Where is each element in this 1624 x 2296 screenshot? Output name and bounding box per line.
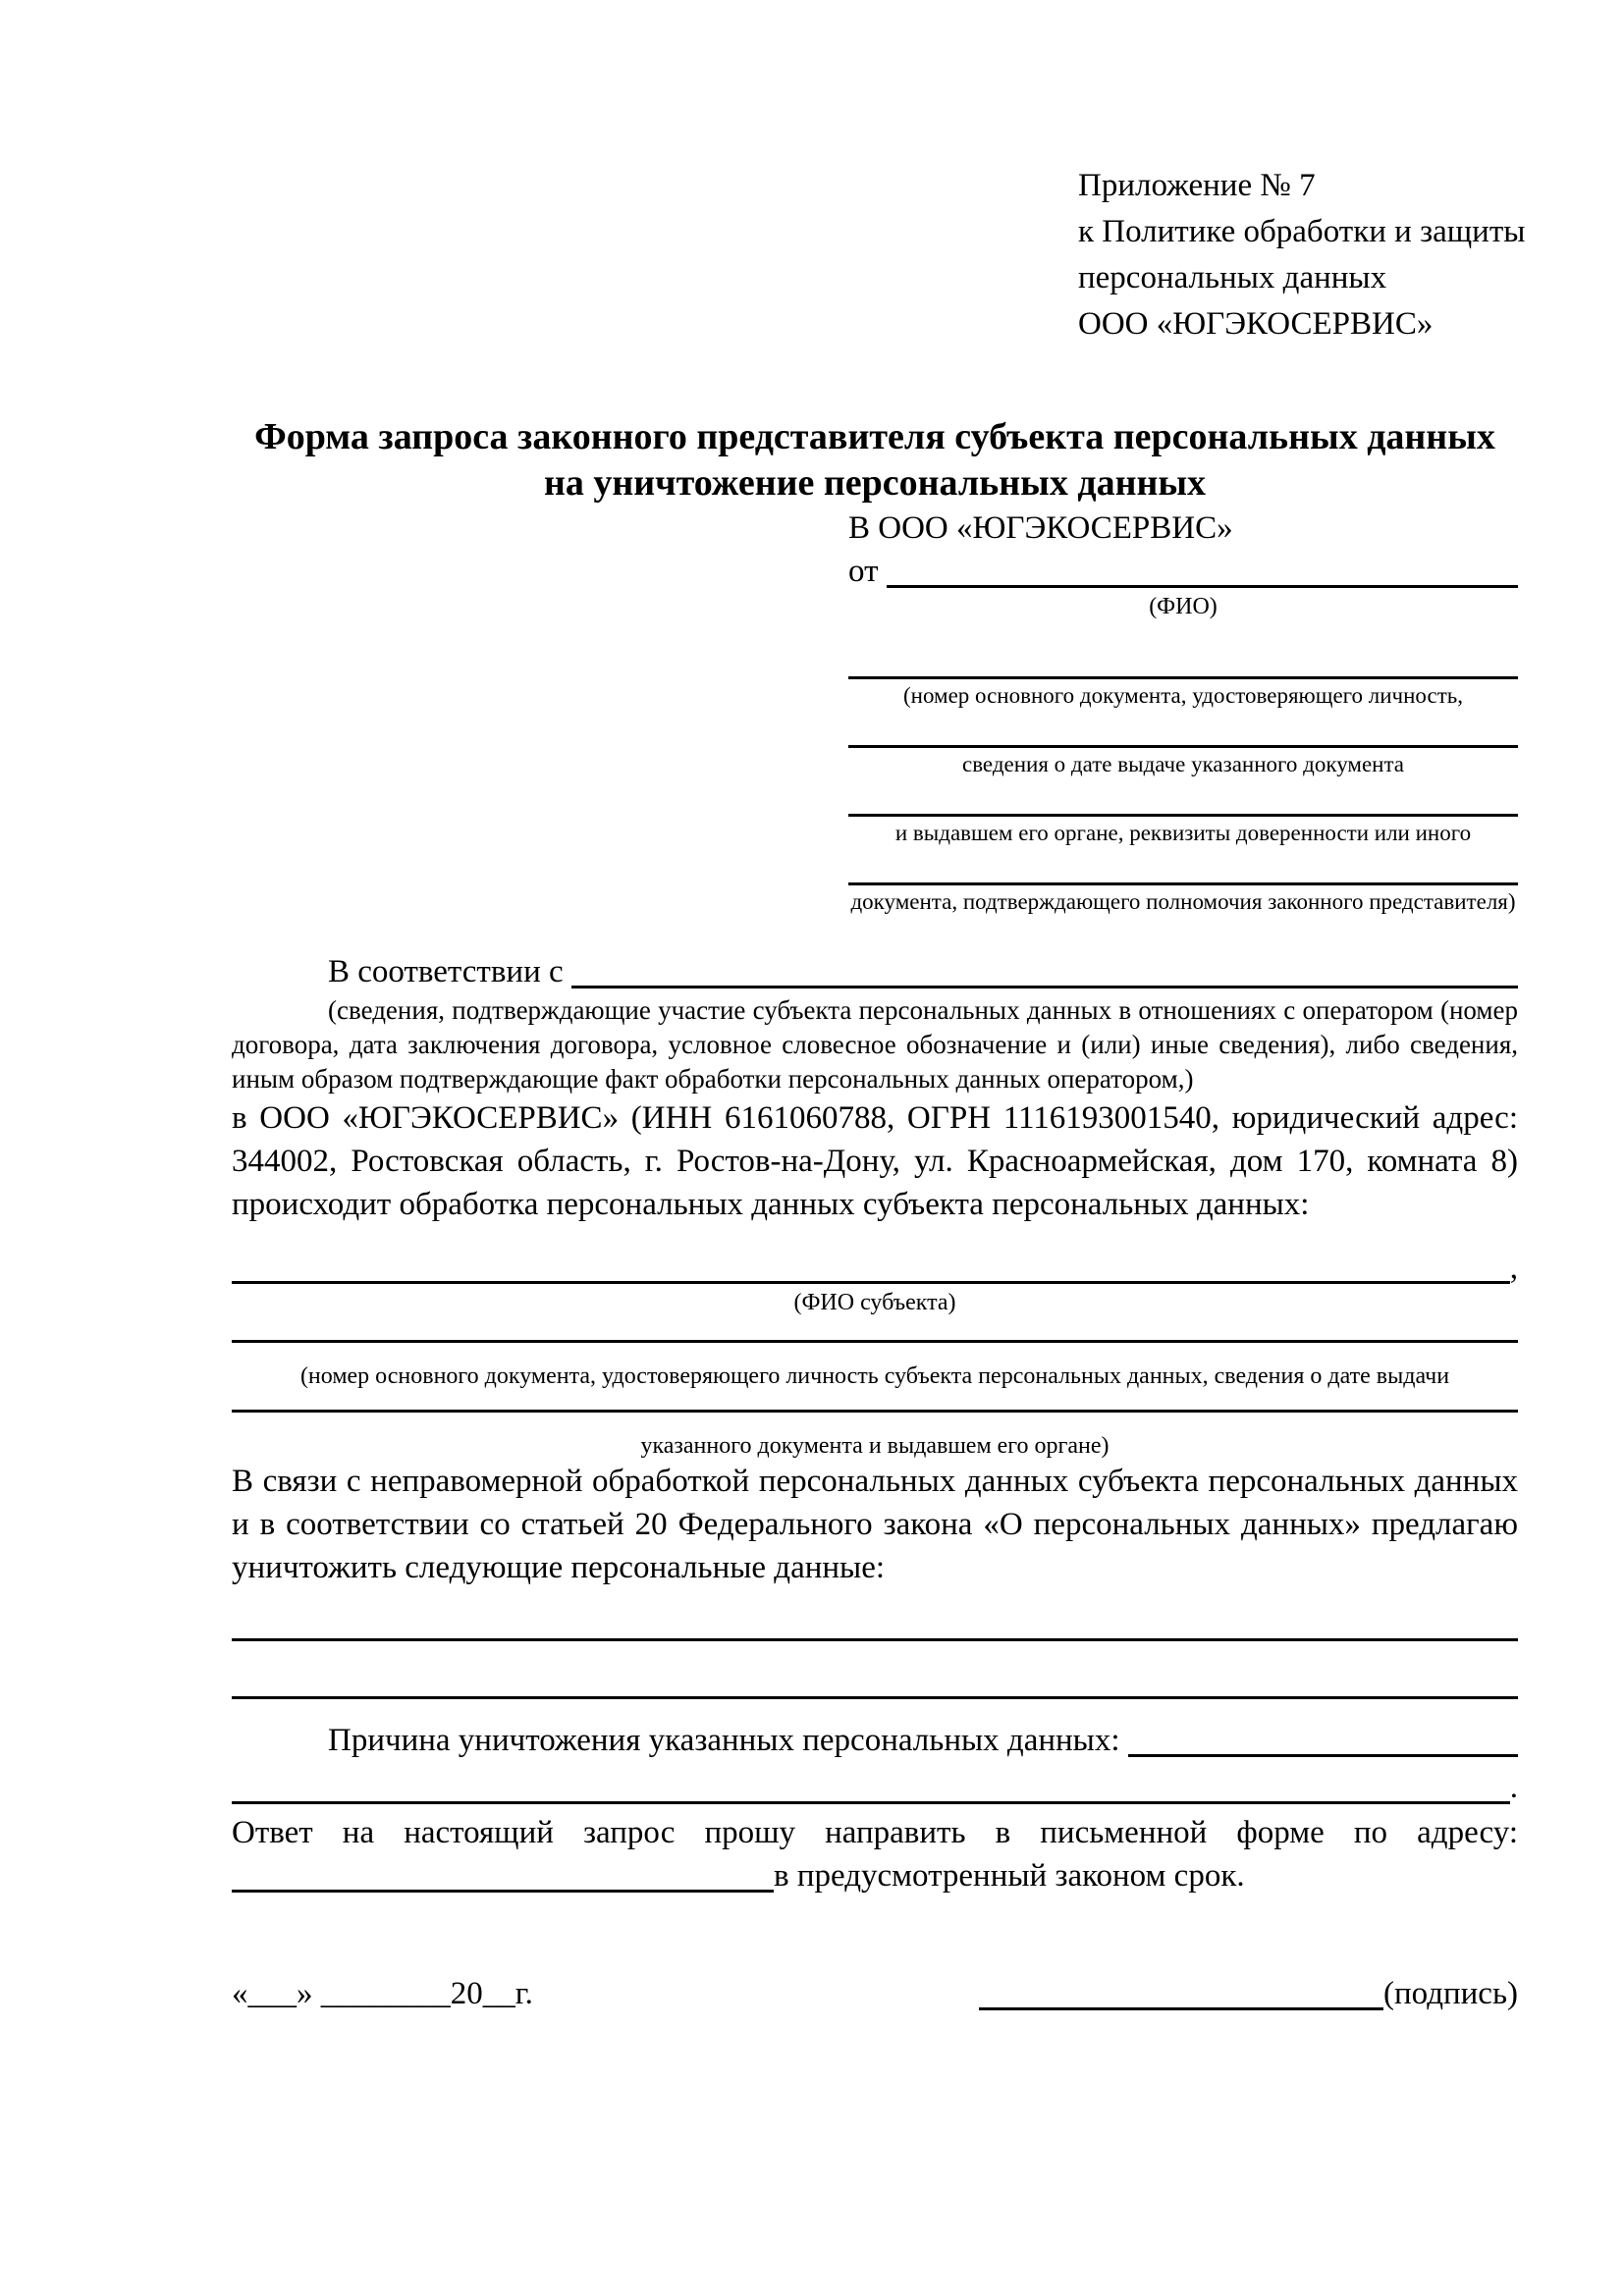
blank-field-line	[848, 846, 1518, 885]
subject-fio-comma: ,	[1509, 1251, 1518, 1286]
form-title-line-1: Форма запроса законного представителя субъекта персональных данных	[254, 416, 1495, 457]
addressee-block	[848, 507, 1518, 915]
reason-blank-field-2	[232, 1766, 1510, 1804]
address-blank-field	[232, 1854, 774, 1893]
data-blank-field	[232, 1638, 1518, 1641]
reason-line	[232, 1719, 1518, 1762]
doc-caption-1: (номер основного документа, удостоверяющего личность,	[902, 683, 1463, 708]
signature-block	[979, 1972, 1518, 2015]
answer-address-line	[232, 1854, 1518, 1897]
blank-field-line	[848, 640, 1518, 679]
from-label: от	[848, 554, 887, 589]
accordance-label: В соответствии с	[328, 954, 571, 989]
signature-blank-field	[979, 1972, 1383, 2010]
from-blank-field	[887, 550, 1518, 588]
reason-period: .	[1509, 1770, 1518, 1805]
reason-label: Причина уничтожения указанных персональных данных:	[328, 1723, 1128, 1758]
subject-doc-caption-2: указанного документа и выдавшем его органе)	[640, 1433, 1110, 1459]
subject-fio-blank-field	[232, 1248, 1510, 1284]
form-title	[232, 414, 1518, 507]
annex-line: ООО «ЮГЭКОСЕРВИС»	[1078, 306, 1434, 342]
fio-caption: (ФИО)	[1149, 594, 1218, 619]
demand-paragraph: В связи с неправомерной обработкой персональных данных субъекта персональных данных и в соответствии со статьей 20 Федерального закона «О персональных данных» предлагаю уничтожить следующие персональные данные:	[232, 1464, 1518, 1585]
from-line	[848, 550, 1518, 593]
date-line: «___» ________20__г.	[232, 1976, 533, 2011]
blank-field-line	[848, 709, 1518, 748]
accordance-blank-field	[571, 950, 1518, 988]
reason-continuation-line	[232, 1766, 1518, 1809]
doc-caption-2: сведения о дате выдаче указанного документа	[961, 752, 1405, 776]
annex-line: персональных данных	[1078, 260, 1387, 295]
footer-row	[232, 1972, 1518, 2015]
subject-fio-caption: (ФИО субъекта)	[793, 1290, 956, 1315]
data-blank-field	[232, 1696, 1518, 1699]
blank-field-line	[848, 777, 1518, 817]
answer-suffix: в предусмотренный законом срок.	[774, 1858, 1245, 1894]
subject-doc-blank-field	[232, 1340, 1518, 1343]
operator-paragraph: в ООО «ЮГЭКОСЕРВИС» (ИНН 6161060788, ОГРН 1116193001540, юридический адрес: 344002, Ростовская область, г. Ростов-на-Дону, ул. Красноармейская, дом 170, комната 8) происходит обработка персональных данных субъекта персональных данных:	[232, 1100, 1518, 1222]
annex-block	[1078, 163, 1526, 347]
accordance-line	[232, 950, 1518, 993]
form-title-line-2: на уничтожение персональных данных	[543, 462, 1207, 504]
subject-doc-blank-field	[232, 1410, 1518, 1413]
doc-caption-3: и выдавшем его органе, реквизиты доверенности или иного	[894, 821, 1472, 845]
annex-line: к Политике обработки и защиты	[1078, 214, 1526, 249]
answer-paragraph: Ответ на настоящий запрос прошу направить в письменной форме по адресу:	[232, 1815, 1518, 1850]
reason-blank-field	[1128, 1719, 1518, 1757]
addressee-to: В ООО «ЮГЭКОСЕРВИС»	[848, 510, 1233, 546]
subject-doc-caption-1: (номер основного документа, удостоверяющего личность субъекта персональных данных, сведения о дате выдачи	[299, 1363, 1450, 1389]
signature-caption: (подпись)	[1383, 1976, 1518, 2011]
accordance-note: (сведения, подтверждающие участие субъекта персональных данных в отношениях с оператором (номер договора, дата заключения договора, условное словесное обозначение и (или) иные сведения), либо сведения, иным образом подтверждающие факт обработки персональных данных оператором,)	[232, 995, 1518, 1094]
subject-fio-line	[232, 1248, 1518, 1289]
annex-line: Приложение № 7	[1078, 168, 1316, 203]
doc-caption-4: документа, подтверждающего полномочия законного представителя)	[850, 889, 1516, 914]
